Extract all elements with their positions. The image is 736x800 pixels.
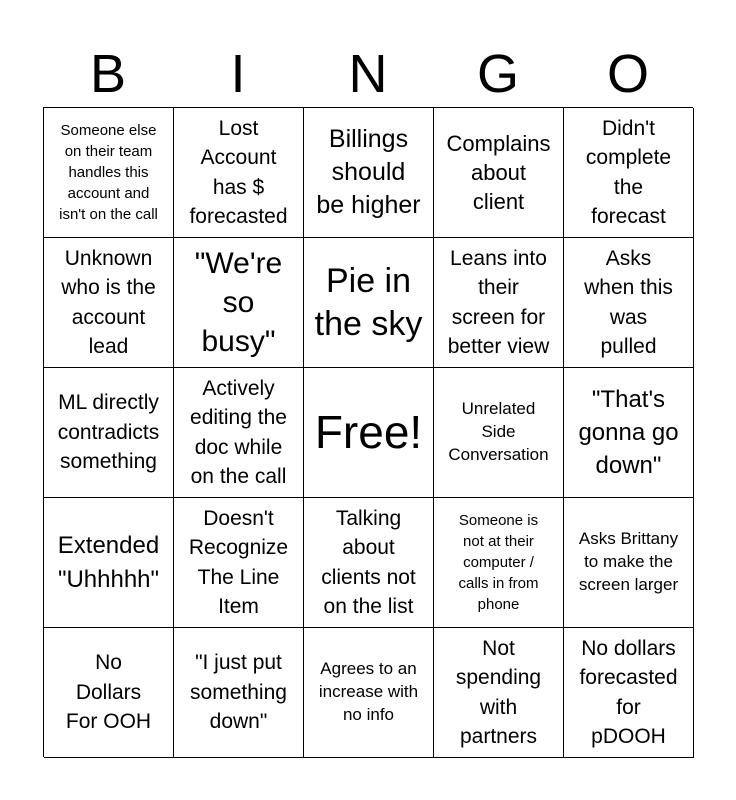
- header-letter-o: O: [606, 44, 649, 104]
- bingo-cell-r4-c4[interactable]: [434, 498, 564, 628]
- cell-text: No dollars forecasted for pDOOH: [579, 636, 678, 748]
- cell-text: ML directly contradicts something: [57, 391, 160, 474]
- bingo-cell-r5-c4[interactable]: [434, 628, 564, 758]
- header-letter-b: B: [89, 44, 127, 104]
- cell-text: "I just put something down": [190, 651, 287, 734]
- cell-text: Not spending with partners: [455, 636, 542, 748]
- bingo-cell-r1-c3[interactable]: [304, 108, 434, 238]
- cell-text: Agrees to an increase with no info: [318, 659, 419, 724]
- bingo-header: [43, 40, 693, 108]
- bingo-cell-r4-c1[interactable]: [44, 498, 174, 628]
- bingo-cell-r2-c1[interactable]: [44, 238, 174, 368]
- cell-text: Extended "Uhhhhh": [57, 532, 160, 593]
- cell-text: Unknown who is the account lead: [61, 246, 156, 358]
- bingo-cell-r2-c5[interactable]: [564, 238, 694, 368]
- header-letter-g: G: [476, 44, 519, 104]
- bingo-cell-r5-c5[interactable]: [564, 628, 694, 758]
- cell-text: Didn't complete the forecast: [585, 116, 672, 228]
- cell-text: "We're so busy": [194, 247, 283, 358]
- cell-text: Talking about clients not on the list: [321, 506, 416, 618]
- cell-text: Doesn't Recognize The Line Item: [188, 506, 289, 618]
- bingo-cell-r1-c1[interactable]: [44, 108, 174, 238]
- cell-text: "That's gonna go down": [578, 385, 679, 480]
- cell-text: Someone is not at their computer / calls in from phone: [458, 512, 539, 613]
- cell-text: No Dollars For OOH: [65, 651, 152, 734]
- cell-text: Complains about client: [446, 130, 551, 215]
- header-letter-n: N: [348, 44, 388, 104]
- cell-text: Asks when this was pulled: [584, 246, 673, 358]
- cell-text: Free!: [314, 405, 423, 458]
- bingo-board: [43, 107, 693, 757]
- bingo-cell-r3-c1[interactable]: [44, 368, 174, 498]
- bingo-cell-r4-c2[interactable]: [174, 498, 304, 628]
- bingo-cell-r3-c5[interactable]: [564, 368, 694, 498]
- bingo-cell-r3-c2[interactable]: [174, 368, 304, 498]
- bingo-cell-r2-c4[interactable]: [434, 238, 564, 368]
- cell-text: Billings should be higher: [316, 125, 421, 219]
- bingo-cell-r1-c2[interactable]: [174, 108, 304, 238]
- cell-text: Leans into their screen for better view: [447, 246, 550, 358]
- cell-text: Actively editing the doc while on the call: [190, 376, 287, 488]
- bingo-cell-r5-c1[interactable]: [44, 628, 174, 758]
- cell-text: Unrelated Side Conversation: [448, 399, 549, 464]
- bingo-cell-free[interactable]: [304, 368, 434, 498]
- bingo-cell-r1-c5[interactable]: [564, 108, 694, 238]
- bingo-cell-r3-c4[interactable]: [434, 368, 564, 498]
- bingo-cell-r5-c3[interactable]: [304, 628, 434, 758]
- bingo-cell-r2-c3[interactable]: [304, 238, 434, 368]
- bingo-cell-r4-c5[interactable]: [564, 498, 694, 628]
- cell-text: Asks Brittany to make the screen larger: [578, 529, 679, 594]
- cell-text: Someone else on their team handles this account and isn't on the call: [59, 122, 158, 223]
- cell-text: Lost Account has $ forecasted: [189, 116, 288, 228]
- bingo-cell-r5-c2[interactable]: [174, 628, 304, 758]
- bingo-cell-r2-c2[interactable]: [174, 238, 304, 368]
- cell-text: Pie in the sky: [314, 262, 423, 343]
- header-letter-i: I: [230, 44, 246, 104]
- bingo-cell-r1-c4[interactable]: [434, 108, 564, 238]
- bingo-cell-r4-c3[interactable]: [304, 498, 434, 628]
